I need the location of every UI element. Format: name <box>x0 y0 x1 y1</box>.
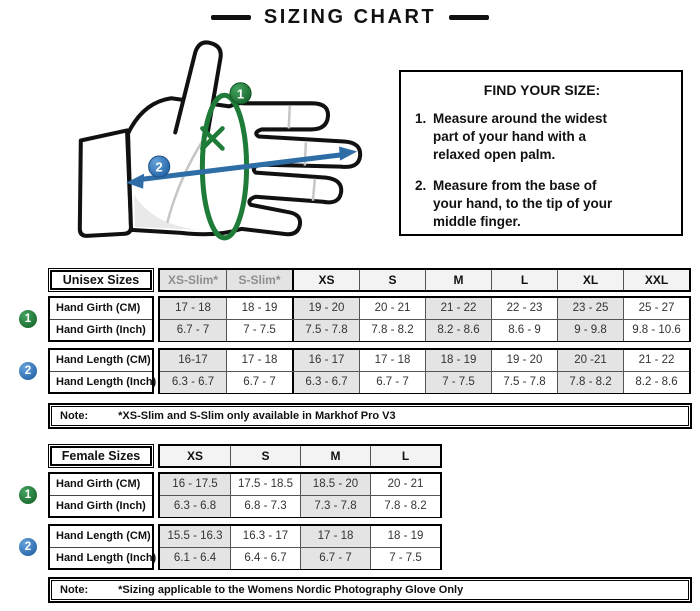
female-length-row-labels <box>48 524 157 570</box>
note-inner <box>51 406 689 426</box>
size-value-cell: 18.5 - 20 <box>300 474 370 495</box>
table-row <box>160 298 689 319</box>
size-value-cell: 7 - 7.5 <box>226 320 292 341</box>
girth-marker-1-icon <box>230 83 251 104</box>
girth-marker-badge: 1 <box>19 486 37 504</box>
unisex-note-box <box>48 403 692 429</box>
size-value-cell: 7.5 - 7.8 <box>491 372 557 393</box>
unisex-length-band <box>24 348 691 394</box>
size-value-cell: 21 - 22 <box>425 298 491 319</box>
note-text: *XS-Slim and S-Slim only available in Markhof Pro V3 <box>118 410 396 422</box>
size-value-cell: 8.2 - 8.6 <box>425 320 491 341</box>
row-label: Hand Length (CM) <box>56 354 151 366</box>
glove-cuff <box>80 130 132 235</box>
unisex-table-header-row <box>48 268 691 292</box>
size-value-cell: 20 -21 <box>557 350 623 371</box>
row-label: Hand Length (Inch) <box>50 547 152 568</box>
note-label: Note: <box>60 584 89 596</box>
size-value-cell: 21 - 22 <box>623 350 689 371</box>
length-marker-badge: 2 <box>19 362 37 380</box>
step-text: Measure around the widest part of your hand with a relaxed open palm. <box>433 111 608 162</box>
note-inner <box>51 580 689 600</box>
unisex-girth-row-labels <box>48 296 154 342</box>
unisex-sizes-label: Unisex Sizes <box>50 270 152 290</box>
unisex-size-headers <box>158 268 691 292</box>
table-row <box>160 547 440 568</box>
row-label: Hand Girth (CM) <box>56 302 141 314</box>
step-number: 1. <box>415 111 427 126</box>
size-column-header: S-Slim* <box>226 270 292 290</box>
instruction-step-1 <box>415 110 669 164</box>
size-column-header: XXL <box>623 270 689 290</box>
size-value-cell: 20 - 21 <box>359 298 425 319</box>
row-label: Hand Girth (Inch) <box>50 495 152 516</box>
size-column-header: XS-Slim* <box>160 270 226 290</box>
unisex-sizes-label-box <box>48 268 154 292</box>
female-girth-values <box>158 472 442 518</box>
size-value-cell: 7.8 - 8.2 <box>370 496 440 517</box>
table-row <box>160 495 440 516</box>
female-sizes-label-box <box>48 444 154 468</box>
size-value-cell: 16.3 - 17 <box>230 526 300 547</box>
unisex-girth-band <box>24 296 691 342</box>
row-label: Hand Length (Inch) <box>50 371 152 392</box>
svg-text:1: 1 <box>236 86 245 102</box>
length-marker-2-icon <box>149 156 170 177</box>
hand-measurement-illustration <box>70 36 388 252</box>
size-value-cell: 7.3 - 7.8 <box>300 496 370 517</box>
size-value-cell: 9.8 - 10.6 <box>623 320 689 341</box>
size-value-cell: 6.7 - 7 <box>300 548 370 569</box>
size-value-cell: 15.5 - 16.3 <box>160 526 230 547</box>
svg-text:2: 2 <box>155 159 163 175</box>
size-column-header: S <box>359 270 425 290</box>
find-your-size-box <box>399 70 683 236</box>
size-value-cell: 23 - 25 <box>557 298 623 319</box>
step-text: Measure from the base of your hand, to the tip of your middle finger. <box>433 178 613 229</box>
size-column-header: M <box>300 446 370 466</box>
table-row <box>160 526 440 547</box>
table-row <box>160 319 689 340</box>
size-value-cell: 6.1 - 6.4 <box>160 548 230 569</box>
size-column-header: XS <box>160 446 230 466</box>
table-row <box>160 371 689 392</box>
row-label: Hand Girth (Inch) <box>50 319 152 340</box>
size-value-cell: 25 - 27 <box>623 298 689 319</box>
size-column-header: XL <box>557 270 623 290</box>
size-value-cell: 6.7 - 7 <box>359 372 425 393</box>
female-length-values <box>158 524 442 570</box>
girth-marker-badge: 1 <box>19 310 37 328</box>
table-row <box>160 350 689 371</box>
size-value-cell: 16 - 17 <box>292 350 359 371</box>
size-value-cell: 17 - 18 <box>160 298 226 319</box>
female-size-headers <box>158 444 442 468</box>
size-value-cell: 6.7 - 7 <box>160 320 226 341</box>
size-value-cell: 6.3 - 6.7 <box>292 372 359 393</box>
unisex-length-row-labels <box>48 348 157 394</box>
size-value-cell: 18 - 19 <box>425 350 491 371</box>
title-dash-right-icon <box>449 15 489 20</box>
size-column-header: L <box>370 446 440 466</box>
size-value-cell: 16 - 17.5 <box>160 474 230 495</box>
female-sizes-label: Female Sizes <box>50 446 152 466</box>
size-value-cell: 6.3 - 6.8 <box>160 496 230 517</box>
table-row <box>160 474 440 495</box>
size-value-cell: 18 - 19 <box>226 298 292 319</box>
size-value-cell: 8.6 - 9 <box>491 320 557 341</box>
page-title: SIZING CHART <box>263 5 437 28</box>
length-marker-badge: 2 <box>19 538 37 556</box>
size-value-cell: 6.4 - 6.7 <box>230 548 300 569</box>
size-column-header: XS <box>292 270 359 290</box>
unisex-girth-values <box>158 296 691 342</box>
female-girth-row-labels <box>48 472 154 518</box>
size-value-cell: 18 - 19 <box>370 526 440 547</box>
row-label: Hand Girth (CM) <box>56 478 141 490</box>
size-value-cell: 17 - 18 <box>359 350 425 371</box>
size-value-cell: 22 - 23 <box>491 298 557 319</box>
size-value-cell: 7.8 - 8.2 <box>557 372 623 393</box>
size-value-cell: 7.8 - 8.2 <box>359 320 425 341</box>
size-column-header: L <box>491 270 557 290</box>
note-text: *Sizing applicable to the Womens Nordic Photography Glove Only <box>118 584 464 596</box>
info-heading: FIND YOUR SIZE: <box>483 82 601 98</box>
unisex-length-values <box>158 348 691 394</box>
size-value-cell: 19 - 20 <box>491 350 557 371</box>
row-label: Hand Length (CM) <box>56 530 151 542</box>
size-value-cell: 17.5 - 18.5 <box>230 474 300 495</box>
size-value-cell: 8.2 - 8.6 <box>623 372 689 393</box>
female-note-box <box>48 577 692 603</box>
size-value-cell: 7 - 7.5 <box>425 372 491 393</box>
female-length-band <box>24 524 442 570</box>
step-number: 2. <box>415 178 427 193</box>
size-value-cell: 6.7 - 7 <box>226 372 292 393</box>
size-value-cell: 16-17 <box>160 350 226 371</box>
size-value-cell: 17 - 18 <box>226 350 292 371</box>
note-label: Note: <box>60 410 89 422</box>
size-value-cell: 6.3 - 6.7 <box>160 372 226 393</box>
size-column-header: M <box>425 270 491 290</box>
size-value-cell: 7 - 7.5 <box>370 548 440 569</box>
female-girth-band <box>24 472 442 518</box>
size-value-cell: 20 - 21 <box>370 474 440 495</box>
title-dash-left-icon <box>211 15 251 20</box>
page-title-row <box>0 4 700 30</box>
size-value-cell: 17 - 18 <box>300 526 370 547</box>
size-value-cell: 6.8 - 7.3 <box>230 496 300 517</box>
size-value-cell: 19 - 20 <box>292 298 359 319</box>
female-table-header-row <box>48 444 442 468</box>
size-value-cell: 7.5 - 7.8 <box>292 320 359 341</box>
size-value-cell: 9 - 9.8 <box>557 320 623 341</box>
instruction-step-2 <box>415 177 669 231</box>
size-column-header: S <box>230 446 300 466</box>
